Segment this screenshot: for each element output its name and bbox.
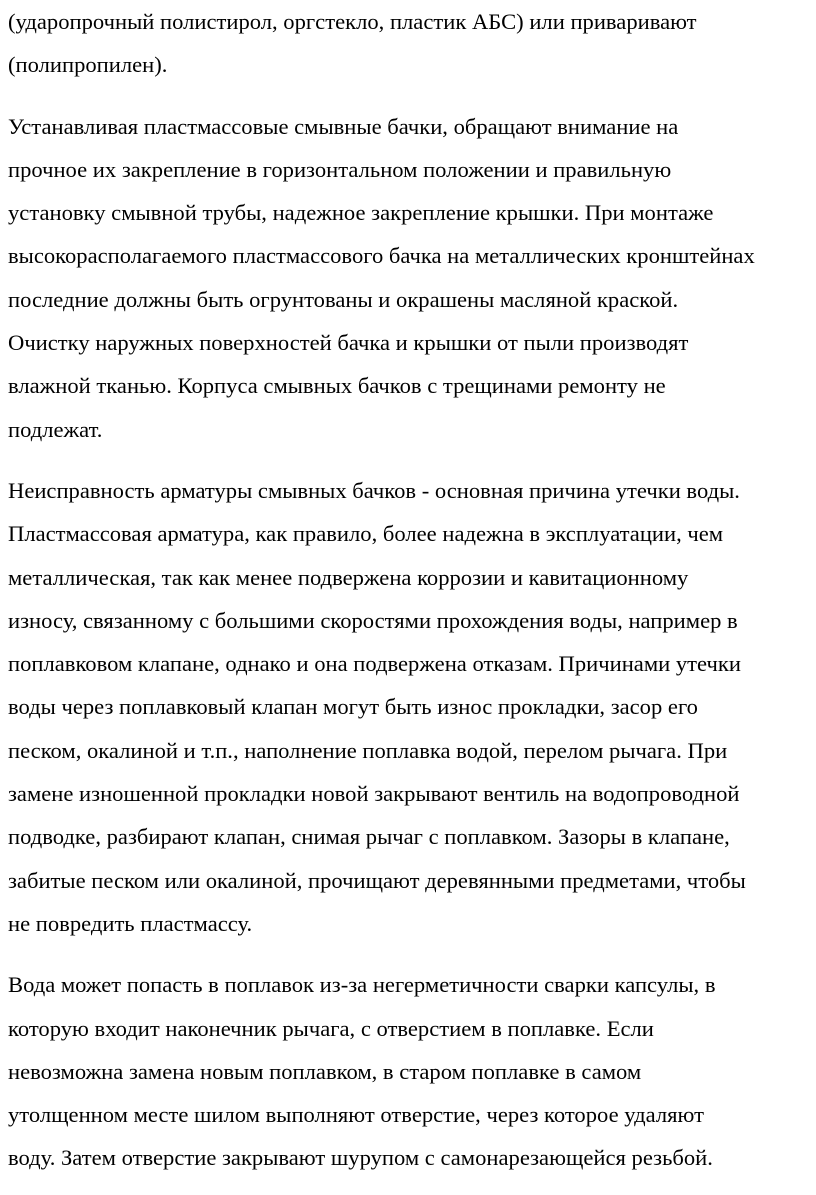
text-line: забитые песком или окалиной, прочищают деревянными предметами, чтобы [8, 867, 746, 893]
text-line: поплавковом клапане, однако и она подвержена отказам. Причинами утечки [8, 651, 741, 677]
text-line: воды через поплавковый клапан могут быть износ прокладки, засор его [8, 694, 698, 720]
text-line: Очистку наружных поверхностей бачка и крышки от пыли производят [8, 330, 689, 356]
paragraph-3 [8, 469, 808, 945]
paragraph-2 [8, 105, 808, 451]
text-line: которую входит наконечник рычага, с отверстием в поплавке. Если [8, 1015, 654, 1041]
text-line: (ударопрочный полистирол, оргстекло, пластик АБС) или приваривают [8, 9, 697, 34]
text-line: подлежат. [8, 416, 103, 442]
text-line: последние должны быть огрунтованы и окрашены масляной краской. [8, 286, 679, 312]
text-line: невозможна замена новым поплавком, в старом поплавке в самом [8, 1058, 642, 1084]
text-line: Пластмассовая арматура, как правило, более надежна в эксплуатации, чем [8, 521, 724, 547]
text-line: песком, окалиной и т.п., наполнение поплавка водой, перелом рычага. При [8, 737, 728, 763]
text-line: утолщенном месте шилом выполняют отверстие, через которое удаляют [8, 1102, 704, 1128]
paragraph-gap [8, 451, 808, 469]
text-line: высокорасполагаемого пластмассового бачка на металлических кронштейнах [8, 243, 755, 269]
text-line: подводке, разбирают клапан, снимая рычаг с поплавком. Зазоры в клапане, [8, 824, 730, 850]
text-line: прочное их закрепление в горизонтальном положении и правильную [8, 156, 672, 182]
text-line: металлическая, так как менее подвержена коррозии и кавитационному [8, 564, 689, 590]
text-line: установку смывной трубы, надежное закрепление крышки. При монтаже [8, 200, 714, 226]
paragraph-1 [8, 0, 808, 87]
text-line: (полипропилен). [8, 52, 168, 78]
text-line: Устанавливая пластмассовые смывные бачки, обращают внимание на [8, 113, 679, 139]
text-line: Вода может попасть в поплавок из-за негерметичности сварки капсулы, в [8, 972, 716, 998]
text-line: Неисправность арматуры смывных бачков - основная причина утечки воды. [8, 477, 740, 503]
text-line: замене изношенной прокладки новой закрывают вентиль на водопроводной [8, 781, 740, 807]
text-line: влажной тканью. Корпуса смывных бачков с трещинами ремонту не [8, 373, 666, 399]
text-line: не повредить пластмассу. [8, 910, 253, 936]
text-line: воду. Затем отверстие закрывают шурупом с самонарезающейся резьбой. [8, 1145, 713, 1171]
paragraph-gap [8, 945, 808, 963]
text-line: износу, связанному с большими скоростями прохождения воды, например в [8, 607, 738, 633]
paragraph-gap [8, 87, 808, 105]
paragraph-4 [8, 963, 808, 1179]
